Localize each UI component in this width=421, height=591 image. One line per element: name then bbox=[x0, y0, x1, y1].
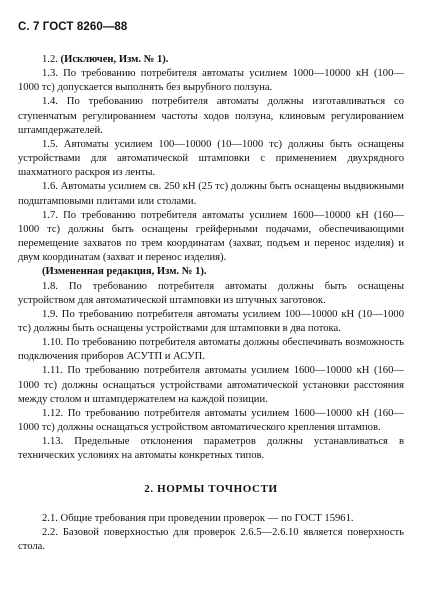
paragraph-text: Общие требования при проведении проверок — по ГОСТ 15961. bbox=[60, 512, 354, 524]
document-body bbox=[18, 53, 404, 554]
paragraph-number: 1.8. bbox=[42, 280, 58, 292]
paragraph bbox=[18, 280, 404, 308]
paragraph-text: (Измененная редакция, Изм. № 1). bbox=[42, 266, 207, 278]
paragraph-text: По требованию потребителя автоматы усилием 1600—10000 кН (160—1000 тс) должны оснащаться устройствами автоматической установки расстояния между столом и штампдержателем на каждой позиции. bbox=[18, 365, 404, 405]
paragraph-text: По требованию потребителя автоматы усилием 1600—10000 кН (160—1000 тс) должны оснащаться устройством автоматического крепления штампов. bbox=[18, 407, 404, 434]
section-title: 2. НОРМЫ ТОЧНОСТИ bbox=[144, 482, 278, 495]
paragraph-text: По требованию потребителя автоматы должны изготавливаться со ступенчатым регулированием частоты ходов ползуна, клиновым регулированием штампдержателей. bbox=[18, 96, 404, 136]
paragraph-number: 2.2. bbox=[42, 526, 58, 538]
paragraph-text: По требованию потребителя автоматы усилием 100—10000 кН (10—1000 тс) должны быть оснащены устройствами для штамповки в два потока. bbox=[18, 308, 404, 334]
paragraph bbox=[18, 95, 404, 137]
paragraph-text: По требованию потребителя автоматы должны обеспечивать возможность подключения приборов АСУТП и АСУП. bbox=[18, 337, 404, 363]
paragraph-number: 1.5. bbox=[42, 138, 58, 150]
paragraph bbox=[18, 526, 404, 554]
paragraph-number: 1.12. bbox=[42, 407, 64, 419]
paragraph-number: 1.13. bbox=[42, 436, 64, 448]
paragraph-text: Предельные отклонения параметров должны устанавливаться в технических условиях на автоматы конкретных типов. bbox=[18, 436, 404, 462]
paragraph-text: По требованию потребителя автоматы усилием 1600—10000 кН (160—1000 тс) должны быть оснащены грейферными подачами, обеспечивающими перемещение захватов по трем координатам (захват, подъем и перенос изделия) и двум координатам (захват и перенос изделия). bbox=[18, 209, 404, 264]
paragraph-text: По требованию потребителя автоматы усилием 1000—10000 кН (100—1000 тс) допускается выполнять без вырубного ползуна. bbox=[18, 68, 404, 94]
paragraph-number: 1.11. bbox=[42, 365, 63, 377]
paragraph-text: Автоматы усилием 100—10000 (10—1000 тс) должны быть оснащены устройствами для автоматической штамповки с применением двухрядного шахматного раскроя из ленты. bbox=[18, 138, 404, 179]
paragraph bbox=[18, 138, 404, 180]
paragraph-number: 1.9. bbox=[42, 308, 58, 320]
paragraph bbox=[18, 407, 404, 435]
paragraph-number: 1.2. bbox=[42, 54, 58, 65]
paragraph-number: 1.4. bbox=[42, 96, 58, 108]
paragraph bbox=[18, 512, 404, 526]
amendment-note bbox=[18, 265, 404, 279]
paragraph-text: По требованию потребителя автоматы должны быть оснащены устройством для автоматической штамповки из штучных заготовок. bbox=[18, 280, 404, 306]
paragraph bbox=[18, 308, 404, 336]
paragraph-number: 1.6. bbox=[42, 181, 58, 193]
paragraphs-bottom bbox=[18, 512, 404, 554]
paragraph bbox=[18, 435, 404, 463]
paragraph bbox=[18, 53, 404, 67]
paragraph-number: 1.7. bbox=[42, 209, 58, 221]
paragraph-number: 1.3. bbox=[42, 68, 58, 80]
paragraph-text: Автоматы усилием св. 250 кН (25 тс) должны быть оснащены выдвижными подштамповыми плитами или столами. bbox=[18, 181, 405, 207]
paragraph bbox=[18, 67, 404, 95]
paragraph bbox=[18, 336, 404, 364]
paragraphs-top bbox=[18, 53, 404, 464]
paragraph-text: Базовой поверхностью для проверок 2.6.5—2.6.10 является поверхность стола. bbox=[18, 526, 404, 552]
paragraph-number: 2.1. bbox=[42, 512, 58, 524]
paragraph bbox=[18, 209, 404, 266]
page-header: С. 7 ГОСТ 8260—88 bbox=[18, 21, 128, 33]
paragraph bbox=[18, 180, 404, 208]
paragraph-text: (Исключен, Изм. № 1). bbox=[60, 54, 169, 65]
paragraph-number: 1.10. bbox=[42, 337, 64, 349]
paragraph bbox=[18, 364, 404, 406]
